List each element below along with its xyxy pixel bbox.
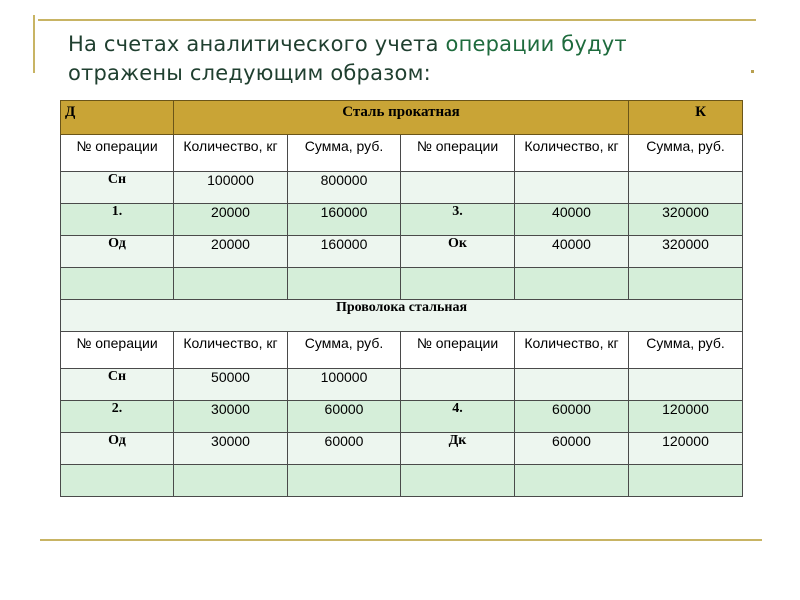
sum-cell <box>629 369 743 401</box>
table-row <box>61 401 743 433</box>
op-cell: Ок <box>401 236 515 268</box>
col-header-qty: Количество, кг <box>174 332 288 369</box>
sum-cell <box>629 268 743 300</box>
op-cell <box>61 268 174 300</box>
op-cell: 1. <box>61 204 174 236</box>
op-cell: 3. <box>401 204 515 236</box>
sum-cell: 160000 <box>288 204 401 236</box>
sum-cell <box>288 465 401 497</box>
col-header-sum-credit: Сумма, руб. <box>629 135 743 172</box>
sum-cell: 800000 <box>288 172 401 204</box>
qty-cell <box>515 268 629 300</box>
col-header-op: № операции <box>61 135 174 172</box>
col-header-sum: Сумма, руб. <box>288 332 401 369</box>
table-row <box>61 172 743 204</box>
qty-cell <box>515 465 629 497</box>
credit-label: К <box>629 101 743 135</box>
qty-cell: 20000 <box>174 236 288 268</box>
qty-cell: 50000 <box>174 369 288 401</box>
table-row <box>61 204 743 236</box>
col-header-op-credit: № операции <box>401 332 515 369</box>
op-cell: Од <box>61 433 174 465</box>
qty-cell: 40000 <box>515 204 629 236</box>
steel-columns-row <box>61 135 743 172</box>
op-cell: 2. <box>61 401 174 433</box>
sum-cell: 120000 <box>629 401 743 433</box>
qty-cell: 60000 <box>515 401 629 433</box>
col-header-qty-credit: Количество, кг <box>515 135 629 172</box>
op-cell: Сн <box>61 369 174 401</box>
debit-label: Д <box>61 101 174 135</box>
op-cell: Сн <box>61 172 174 204</box>
title-part2: операции будут <box>445 32 627 56</box>
sum-cell: 120000 <box>629 433 743 465</box>
sum-cell <box>629 172 743 204</box>
bottom-rule <box>40 539 762 541</box>
sum-cell: 320000 <box>629 236 743 268</box>
op-cell <box>401 465 515 497</box>
decor-dot <box>751 70 754 73</box>
col-header-op: № операции <box>61 332 174 369</box>
qty-cell: 20000 <box>174 204 288 236</box>
sum-cell: 60000 <box>288 433 401 465</box>
qty-cell: 100000 <box>174 172 288 204</box>
sum-cell: 60000 <box>288 401 401 433</box>
table-row <box>61 236 743 268</box>
wire-columns-row <box>61 332 743 369</box>
sum-cell: 100000 <box>288 369 401 401</box>
wire-section-row <box>61 300 743 332</box>
col-header-qty-credit: Количество, кг <box>515 332 629 369</box>
qty-cell: 60000 <box>515 433 629 465</box>
col-header-qty: Количество, кг <box>174 135 288 172</box>
slide-title <box>68 30 748 88</box>
qty-cell: 30000 <box>174 433 288 465</box>
op-cell <box>401 369 515 401</box>
op-cell: Дк <box>401 433 515 465</box>
op-cell <box>401 172 515 204</box>
op-cell: Од <box>61 236 174 268</box>
table-row <box>61 268 743 300</box>
op-cell: 4. <box>401 401 515 433</box>
col-header-sum-credit: Сумма, руб. <box>629 332 743 369</box>
op-cell <box>61 465 174 497</box>
title-part1: На счетах аналитического учета <box>68 32 446 56</box>
table-row <box>61 465 743 497</box>
table-row <box>61 369 743 401</box>
steel-account-name: Сталь прокатная <box>174 101 629 135</box>
col-header-op-credit: № операции <box>401 135 515 172</box>
left-rule <box>33 15 35 73</box>
sum-cell <box>629 465 743 497</box>
top-rule <box>38 19 756 21</box>
sum-cell: 160000 <box>288 236 401 268</box>
qty-cell <box>174 268 288 300</box>
op-cell <box>401 268 515 300</box>
steel-header-row <box>61 101 743 135</box>
qty-cell <box>174 465 288 497</box>
sum-cell <box>288 268 401 300</box>
qty-cell <box>515 369 629 401</box>
qty-cell: 30000 <box>174 401 288 433</box>
qty-cell <box>515 172 629 204</box>
qty-cell: 40000 <box>515 236 629 268</box>
table-row <box>61 433 743 465</box>
ledger-table <box>60 100 743 497</box>
wire-account-name: Проволока стальная <box>61 300 743 332</box>
title-line2: отражены следующим образом: <box>68 61 431 85</box>
col-header-sum: Сумма, руб. <box>288 135 401 172</box>
sum-cell: 320000 <box>629 204 743 236</box>
